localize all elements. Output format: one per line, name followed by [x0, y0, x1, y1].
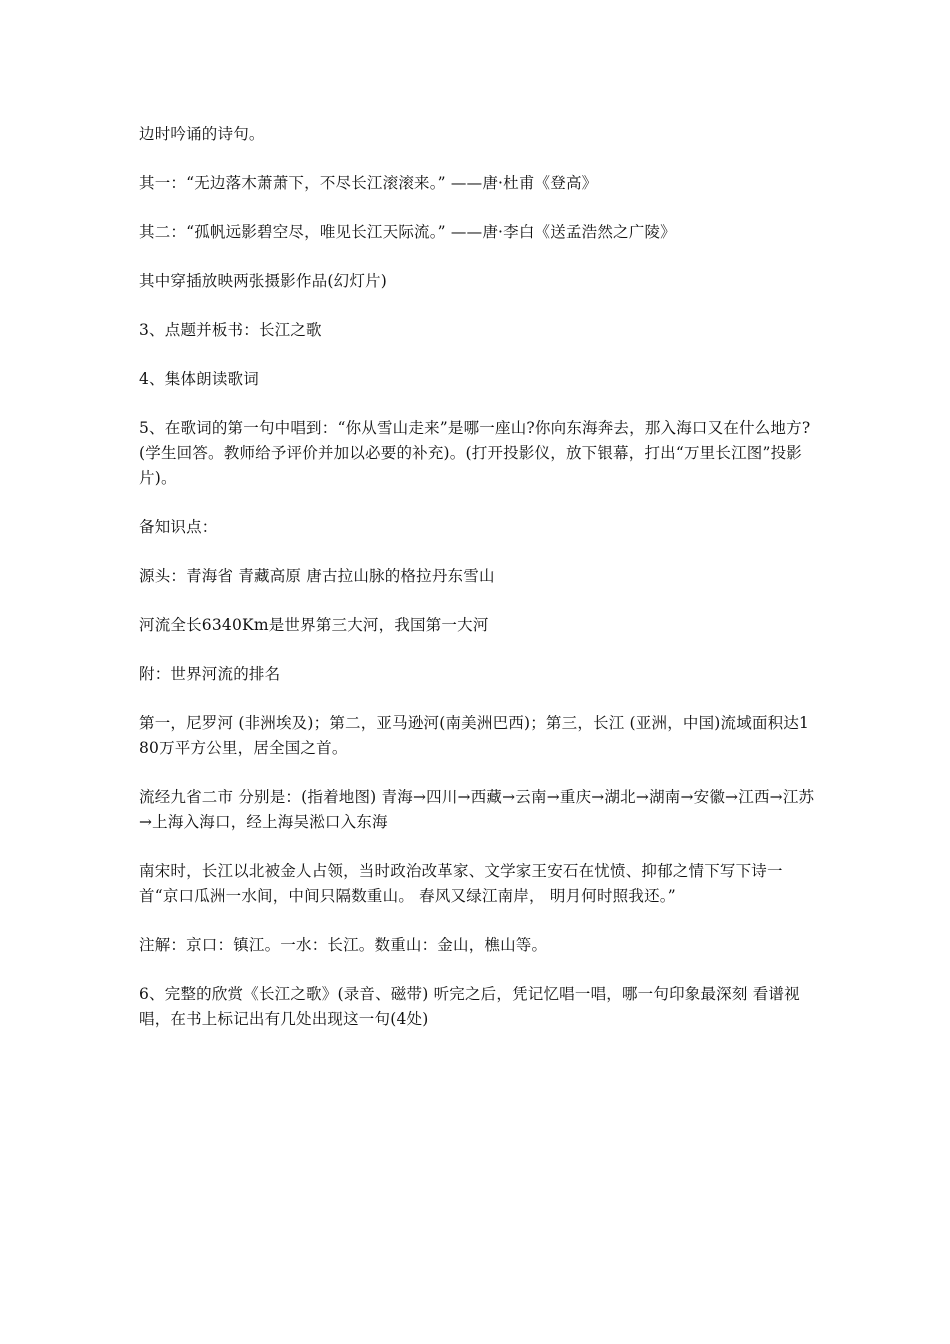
paragraph-poem-one: 其一：“无边落木萧萧下，不尽长江滚滚来。” ——唐·杜甫《登高》: [139, 174, 598, 192]
paragraph-source: 源头：青海省 青藏高原 唐古拉山脉的格拉丹东雪山: [139, 567, 495, 585]
paragraph-ranking: 第一，尼罗河 (非洲埃及)；第二，亚马逊河(南美洲巴西)；第三，长江 (亚洲，中国)流域面积达180万平方公里，居全国之首。: [139, 714, 810, 757]
paragraph-knowledge-heading: 备知识点：: [139, 518, 218, 536]
document-body: [139, 122, 819, 1056]
paragraph-step-4: 4、集体朗读歌词: [139, 370, 259, 388]
paragraph-ranking-heading: 附：世界河流的排名: [139, 665, 281, 683]
paragraph-step-6: 6、完整的欣赏《长江之歌》(录音、磁带) 听完之后，凭记忆唱一唱，哪一句印象最深刻 看谱视唱，在书上标记出有几处出现这一句(4处): [139, 985, 800, 1028]
paragraph-step-3: 3、点题并板书：长江之歌: [139, 321, 322, 339]
paragraph-provinces: 流经九省二市 分别是：(指着地图) 青海→四川→西藏→云南→重庆→湖北→湖南→安徽→江西→江苏→上海入海口，经上海吴淞口入东海: [139, 788, 815, 831]
paragraph-poem-two: 其二：“孤帆远影碧空尽，唯见长江天际流。” ——唐·李白《送孟浩然之广陵》: [139, 223, 676, 241]
paragraph-step-5: 5、在歌词的第一句中唱到：“你从雪山走来”是哪一座山?你向东海奔去，那入海口又在什么地方?(学生回答。教师给予评价并加以必要的补充)。(打开投影仪，放下银幕，打出“万里长江图”投影片)。: [139, 419, 811, 487]
paragraph-slides: 其中穿插放映两张摄影作品(幻灯片): [139, 272, 387, 290]
paragraph-notes: 注解：京口：镇江。一水：长江。数重山：金山，樵山等。: [139, 936, 548, 954]
paragraph-wang-anshi: 南宋时，长江以北被金人占领，当时政治改革家、文学家王安石在忧愤、抑郁之情下写下诗一首“京口瓜洲一水间，中间只隔数重山。 春风又绿江南岸， 明月何时照我还。”: [139, 862, 783, 905]
paragraph-length: 河流全长6340Km是世界第三大河，我国第一大河: [139, 616, 489, 634]
paragraph-intro-line: 边时吟诵的诗句。: [139, 125, 265, 143]
